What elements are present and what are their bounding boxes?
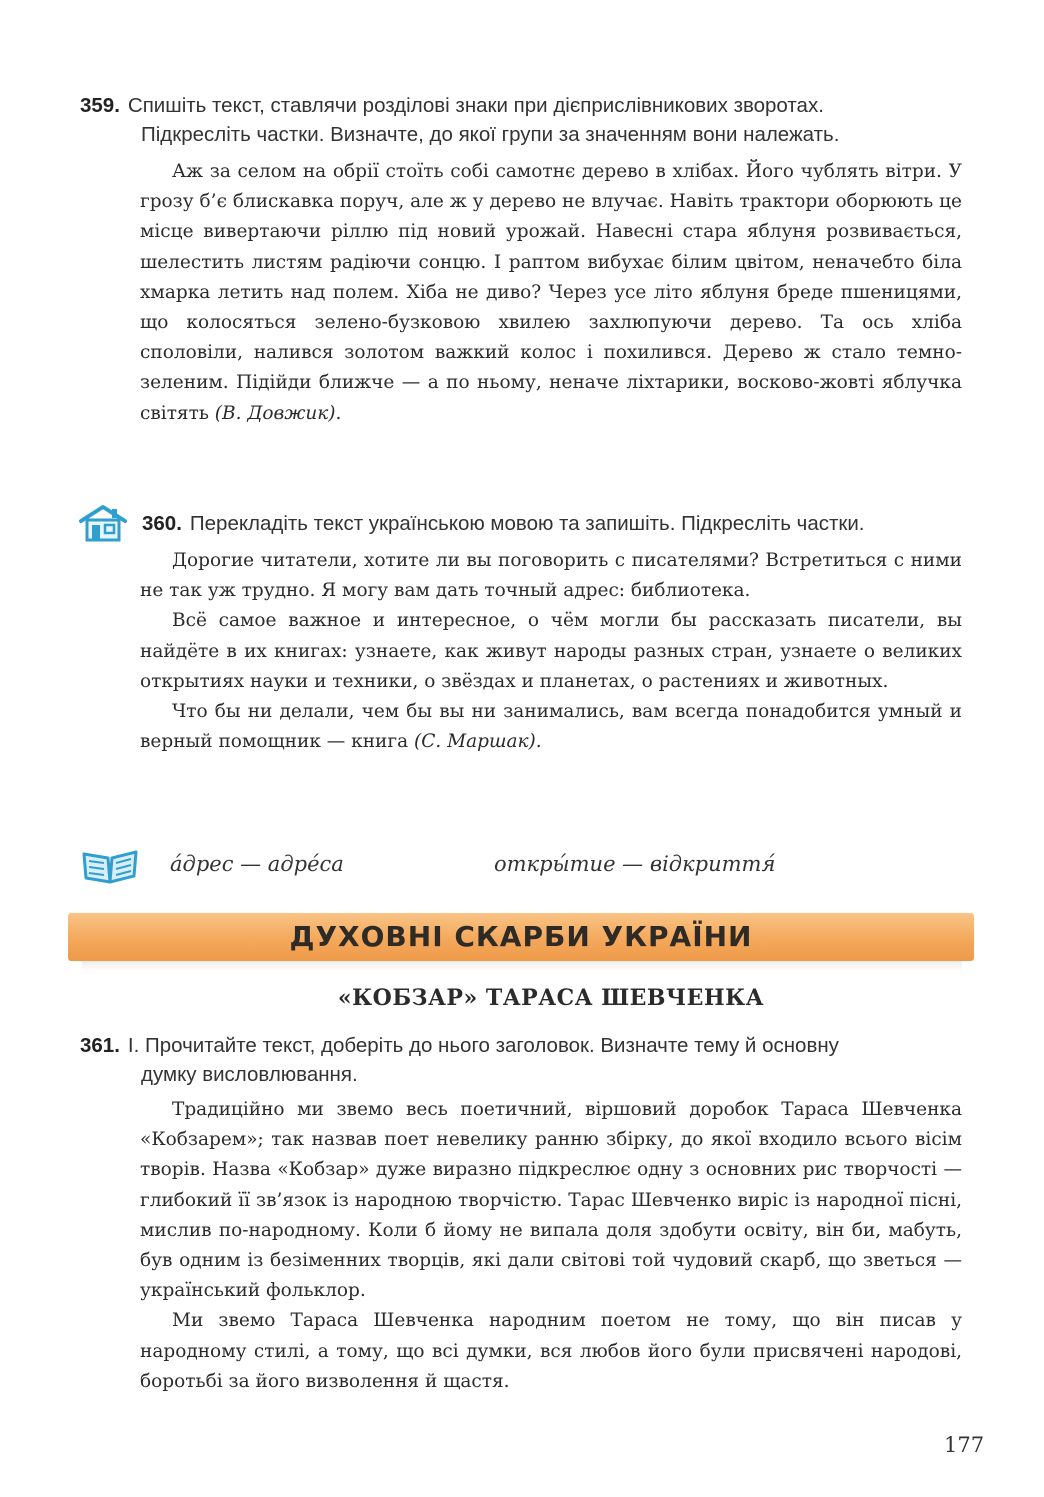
exercise-paragraph: Ми звемо Тараса Шевченка народним поетом не тому, що він писав у народному стилі, а тому, що всі думки, вся любов його були присвячені народові, боротьбі за його визволення й щастя. bbox=[140, 1310, 962, 1392]
exercise-paragraph: Дорогие читатели, хотите ли вы поговорить с писателями? Встретиться с ними не так уж трудно. Я могу вам дать точный адрес: библиотека. bbox=[140, 550, 962, 602]
paragraph-text: Что бы ни делали, чем бы вы ни занимались, вам всегда понадобится умный и верный помощник — книга bbox=[140, 701, 962, 753]
task-number: 359. bbox=[80, 94, 120, 117]
open-book-icon bbox=[80, 846, 140, 886]
task-number: 361. bbox=[80, 1034, 120, 1057]
exercise-paragraph: Традиційно ми звемо весь поетичний, віршовий доробок Тараса Шевченка «Кобзарем»; так назвав поет невелику ранню збірку, до якої входило всього вісім творів. Назва «Кобзар» дуже виразно підкреслює одну з основних рис творчості — глибокий її зв’язок із народною творчістю. Тарас Шевченко виріс із народної пісні, мислив по-народному. Коли б йому не випала доля здобути освіту, він би, мабуть, був одним із безіменних творців, які дали світові той чудовий скарб, що зветься — український фольклор. bbox=[140, 1099, 962, 1302]
section-title: ДУХОВНІ СКАРБИ УКРАЇНИ bbox=[289, 920, 753, 953]
exercise-paragraph bbox=[140, 157, 962, 429]
vocabulary-pair: откры́тие — відкриття́ bbox=[494, 852, 776, 876]
task-361-text bbox=[140, 1095, 962, 1397]
task-360-instruction bbox=[142, 509, 964, 538]
exercise-paragraph bbox=[140, 697, 962, 757]
task-359-text bbox=[140, 157, 962, 429]
instruction-line: думку висловлювання. bbox=[141, 1063, 358, 1086]
task-number: 360. bbox=[142, 512, 182, 535]
section-banner bbox=[68, 913, 974, 969]
section-subtitle: «КОБЗАР» ТАРАСА ШЕВЧЕНКА bbox=[337, 985, 765, 1011]
task-360-text bbox=[140, 546, 962, 757]
page-number: 177 bbox=[944, 1433, 985, 1457]
author-credit: (В. Довжик). bbox=[214, 402, 342, 424]
paragraph-text: Аж за селом на обрії стоїть собі самотнє дерево в хлібах. Його чублять вітри. У грозу б’є блискавка поруч, але ж у дерево не влучає. Навіть трактори оборюють це місце вивертаючи ріллю під новий урожай. Навесні стара яблуня розвивається, шелестить листям радіючи сонцю. І раптом вибухає білим цвітом, неначебто біла хмарка летить над полем. Хіба не диво? Через усе літо яблуня бреде пшеницями, що колосяться зелено-бузковою хвилею захлюпуючи дерево. Та ось хліба споловіли, налився золотом важкий колос і похилився. Дерево ж стало темно-зеленим. Підійди ближче — а по ньому, неначе ліхтарики, восково-жовті яблучка світять bbox=[140, 161, 962, 424]
task-361-instruction bbox=[80, 1031, 964, 1089]
exercise-paragraph: Всё самое важное и интересное, о чём могли бы рассказать писатели, вы найдёте в их книгах: узнаете, как живут народы разных стран, узнаете о великих открытиях науки и техники, о звёздах и планетах, о растениях и животных. bbox=[140, 610, 962, 692]
vocabulary-pair: а́дрес — адре́са bbox=[170, 852, 344, 876]
instruction-line: Спишіть текст, ставлячи розділові знаки при дієприслівникових зворотах. bbox=[127, 94, 824, 117]
instruction-line: Перекладіть текст українською мовою та запишіть. Підкресліть частки. bbox=[189, 512, 865, 535]
home-task-icon bbox=[78, 504, 128, 542]
author-credit: (С. Маршак). bbox=[414, 731, 542, 753]
instruction-line: І. Прочитайте текст, доберіть до нього заголовок. Визначте тему й основну bbox=[127, 1034, 839, 1057]
instruction-line: Підкресліть частки. Визначте, до якої групи за значенням вони належать. bbox=[141, 123, 840, 146]
task-359-instruction bbox=[80, 91, 964, 149]
